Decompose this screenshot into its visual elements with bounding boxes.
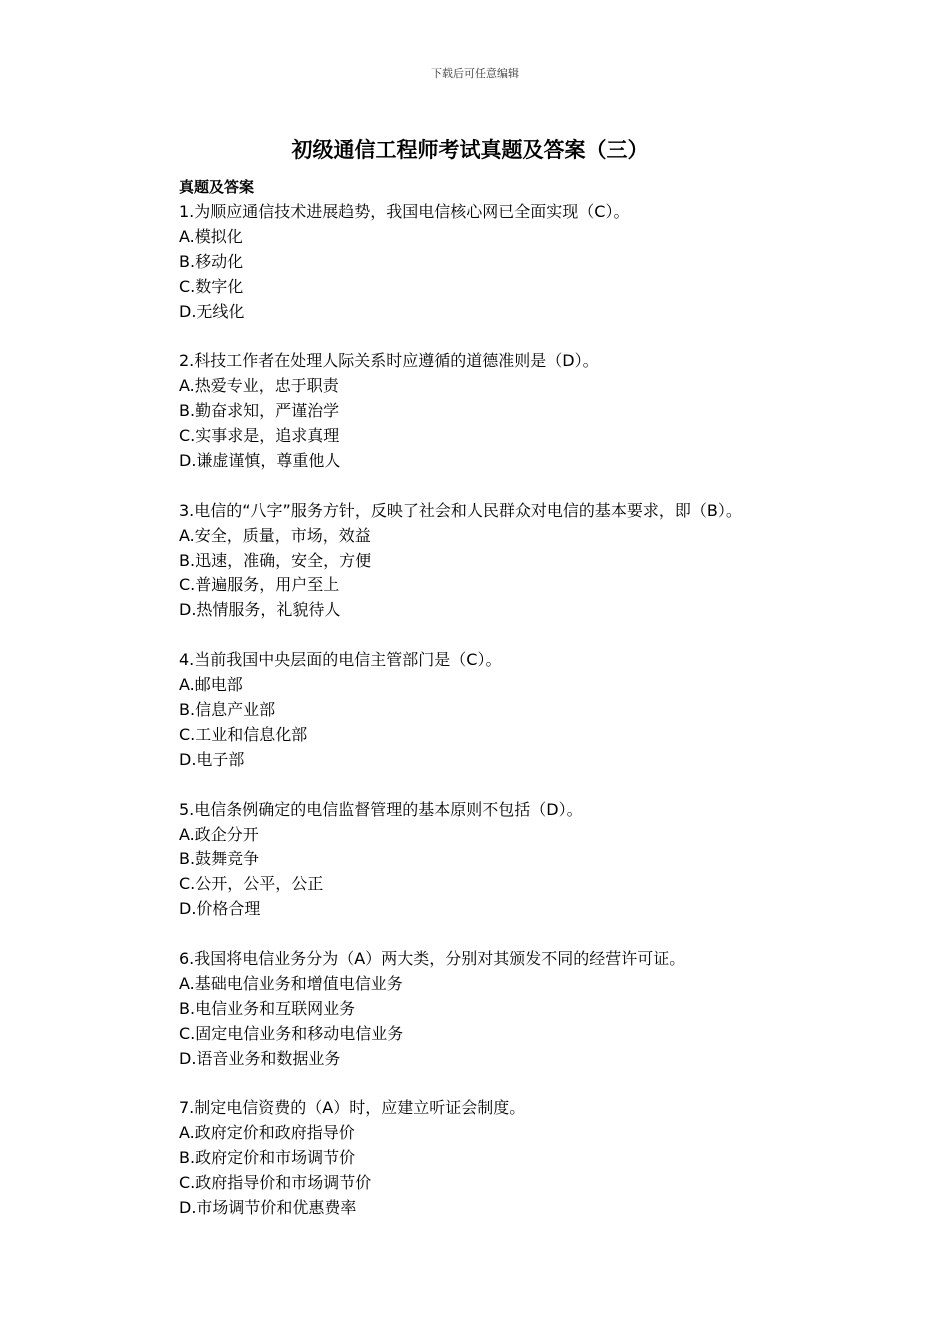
option-b: B.政府定价和市场调节价 <box>179 1148 356 1168</box>
option-c: C.数字化 <box>179 276 244 296</box>
option-c: C.实事求是，追求真理 <box>179 426 340 446</box>
option-c: C.政府指导价和市场调节价 <box>179 1173 372 1193</box>
option-d: D.电子部 <box>179 749 245 769</box>
option-a: A.基础电信业务和增值电信业务 <box>179 973 403 993</box>
question-stem: 5.电信条例确定的电信监督管理的基本原则不包括（D）。 <box>179 799 583 819</box>
option-d: D.语音业务和数据业务 <box>179 1048 341 1068</box>
question-stem: 3.电信的“八字”服务方针，反映了社会和人民群众对电信的基本要求，即（B）。 <box>179 500 742 520</box>
question-stem: 4.当前我国中央层面的电信主管部门是（C）。 <box>179 650 502 670</box>
option-a: A.政企分开 <box>179 824 259 844</box>
option-d: D.热情服务，礼貌待人 <box>179 600 341 620</box>
document-title: 初级通信工程师考试真题及答案（三） <box>291 138 649 162</box>
option-b: B.信息产业部 <box>179 699 276 719</box>
option-c: C.普遍服务，用户至上 <box>179 575 340 595</box>
option-c: C.公开，公平，公正 <box>179 874 324 894</box>
option-a: A.邮电部 <box>179 675 243 695</box>
option-d: D.市场调节价和优惠费率 <box>179 1198 357 1218</box>
question-stem: 7.制定电信资费的（A）时，应建立听证会制度。 <box>179 1098 526 1118</box>
option-d: D.价格合理 <box>179 899 261 919</box>
option-b: B.电信业务和互联网业务 <box>179 998 356 1018</box>
question-6 <box>179 947 919 1072</box>
option-c: C.工业和信息化部 <box>179 724 308 744</box>
option-a: A.政府定价和政府指导价 <box>179 1123 355 1143</box>
option-b: B.移动化 <box>179 251 244 271</box>
page-header-note: 下载后可任意编辑 <box>431 67 519 80</box>
question-7 <box>179 1096 919 1221</box>
question-5 <box>179 798 919 923</box>
option-d: D.无线化 <box>179 301 245 321</box>
option-b: B.迅速，准确，安全，方便 <box>179 550 372 570</box>
option-a: A.安全，质量，市场，效益 <box>179 525 371 545</box>
option-b: B.勤奋求知，严谨治学 <box>179 401 340 421</box>
question-4 <box>179 648 919 773</box>
option-d: D.谦虚谨慎，尊重他人 <box>179 450 341 470</box>
question-3 <box>179 499 919 624</box>
option-a: A.模拟化 <box>179 226 243 246</box>
section-heading: 真题及答案 <box>179 178 255 196</box>
option-b: B.鼓舞竞争 <box>179 849 260 869</box>
question-2 <box>179 349 919 474</box>
question-stem: 2.科技工作者在处理人际关系时应遵循的道德准则是（D）。 <box>179 351 599 371</box>
question-stem: 6.我国将电信业务分为（A）两大类，分别对其颁发不同的经营许可证。 <box>179 949 686 969</box>
document-body <box>179 175 919 1221</box>
option-a: A.热爱专业，忠于职责 <box>179 376 339 396</box>
question-stem: 1.为顺应通信技术进展趋势，我国电信核心网已全面实现（C）。 <box>179 201 630 221</box>
option-c: C.固定电信业务和移动电信业务 <box>179 1023 404 1043</box>
question-1 <box>179 200 919 325</box>
